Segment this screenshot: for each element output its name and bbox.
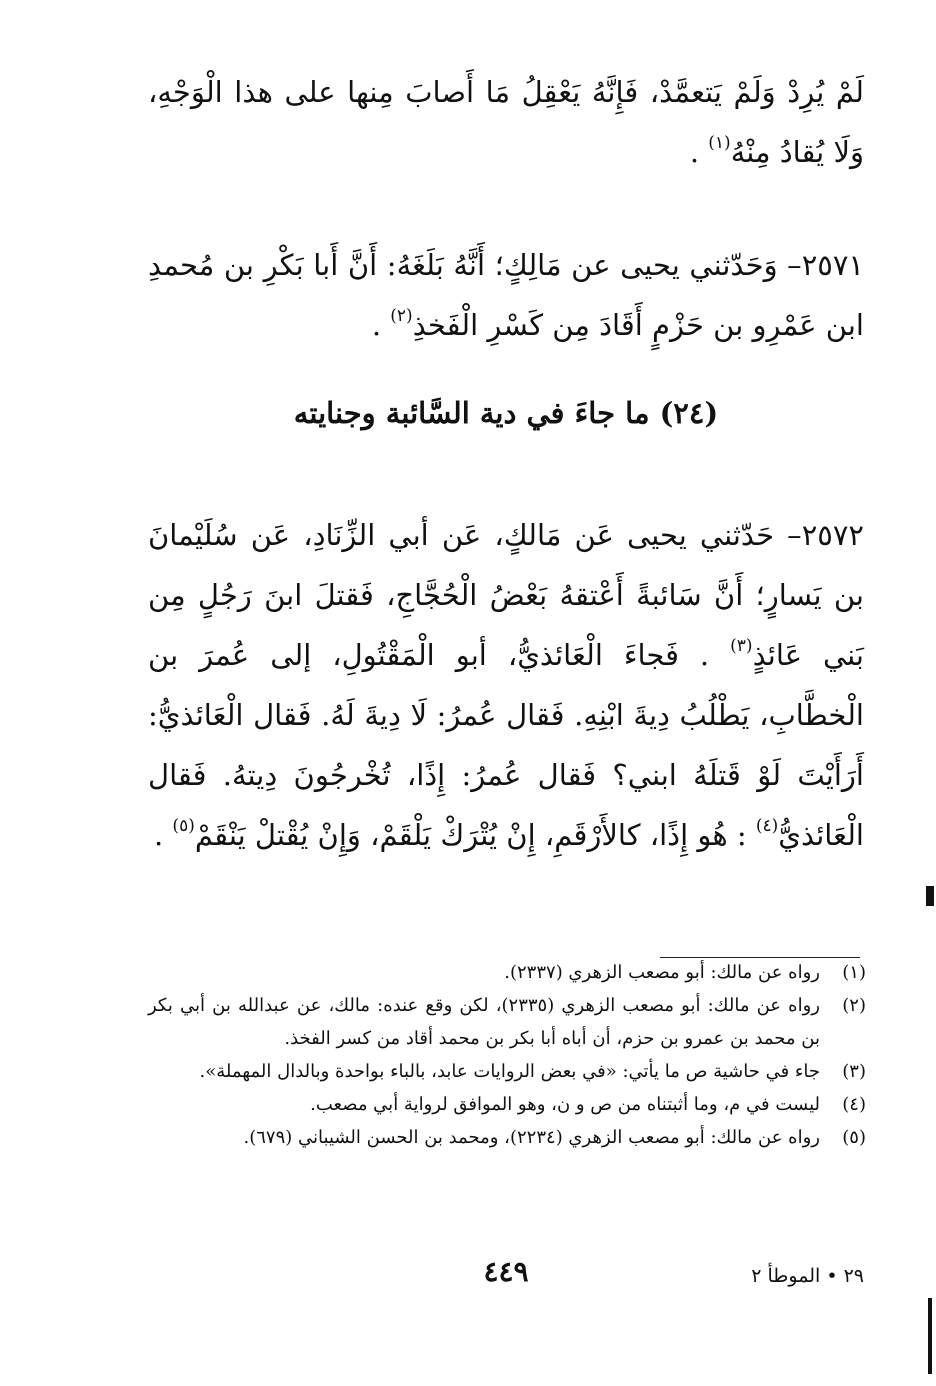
footnote-item [148, 956, 866, 989]
paragraph-text: . فَجاءَ الْعَائذيُّ، أبو الْمَقْتُولِ، إلى عُمرَ بن الْخطَّابِ، يَطْلُبُ دِيةَ ابْنِهِ. فَقال عُمرُ: لَا دِيةَ لَهُ. فَقال الْعَائذيُّ: أَرَأَيْتَ لَوْ قَتلَهُ ابني؟ فَقال عُمرُ: إِذًا، تُخْرجُونَ دِيتهُ. فَقال الْعَائذيُّ [148, 638, 864, 852]
paragraph-text: : هُو إِذًا، كالأَرْقَمِ، إِنْ يُتْرَكْ يَلْقَمْ، وَإِنْ يُقْتلْ يَنْقَمْ [194, 818, 756, 852]
paragraph-continuation [148, 62, 864, 182]
footnote-ref-5[interactable]: (٥) [172, 816, 195, 836]
footnote-ref-1[interactable]: (١) [708, 133, 731, 153]
footnote-ref-4[interactable]: (٤) [755, 816, 779, 836]
paragraph-text: لَمْ يُرِدْ وَلَمْ يَتعمَّدْ، فَإِنَّهُ يَعْقِلُ مَا أَصابَ مِنها على هذا الْوَجْهِ، وَلَا يُقادُ مِنْهُ [148, 75, 864, 169]
scan-edge-mark [926, 886, 934, 906]
paragraph-2571 [148, 235, 864, 355]
paragraph-end: . [371, 308, 391, 342]
footnote-item [148, 1121, 866, 1154]
footnote-number: (٤) [842, 1094, 866, 1115]
paragraph-end: . [153, 818, 173, 852]
footnote-number: (١) [842, 962, 866, 983]
footnotes-list [148, 956, 866, 1154]
signature-mark: ٢٩ • الموطأ ٢ [751, 1265, 864, 1287]
footnote-item [148, 989, 866, 1055]
paragraph-2572 [148, 505, 864, 865]
footnote-number: (٣) [842, 1061, 866, 1082]
footnote-ref-2[interactable]: (٢) [390, 306, 413, 326]
page-number: ٤٤٩ [483, 1255, 529, 1288]
page-footer [148, 1255, 864, 1295]
footnote-number: (٥) [842, 1127, 866, 1148]
footnote-text: ليست في م، وما أثبتناه من ص و ن، وهو الموافق لرواية أبي مصعب. [310, 1094, 820, 1115]
footnote-number: (٢) [842, 995, 866, 1016]
footnote-text: رواه عن مالك: أبو مصعب الزهري (٢٣٣٥)، لكن وقع عنده: مالك، عن عبدالله بن أبي بكر بن محمد بن عمرو بن حزم، أن أباه أبا بكر بن محمد أقاد من كسر الفخذ. [148, 995, 820, 1049]
footnote-item [148, 1055, 866, 1088]
footnote-ref-3[interactable]: (٣) [730, 636, 753, 656]
chapter-heading: (٢٤) ما جاءَ في دية السَّائبة وجنايته [293, 396, 719, 430]
paragraph-end: . [689, 135, 709, 169]
paragraph-text: ٢٥٧١– وَحَدّثني يحيى عن مَالِكٍ؛ أَنَّهُ بَلَغَهُ: أَنَّ أَبا بَكْرِ بن مُحمدِ ابن عَمْرِو بن حَزْمٍ أَقَادَ مِن كَسْرِ الْفَخذِ [148, 248, 864, 342]
footnote-text: رواه عن مالك: أبو مصعب الزهري (٢٣٣٧). [504, 962, 820, 983]
scan-edge-mark [928, 1298, 932, 1374]
footnote-item [148, 1088, 866, 1121]
paragraph-text: ٢٥٧٢– حَدّثني يحيى عَن مَالكٍ، عَن أبي الزِّنَادِ، عَن سُلَيْمانَ بن يَسارٍ؛ أَنَّ سَائبةً أَعْتقهُ بَعْضُ الْحُجَّاجِ، فَقتلَ ابنَ رَجُلٍ مِن بَني عَائذٍ [148, 518, 864, 672]
footnote-text: رواه عن مالك: أبو مصعب الزهري (٢٢٣٤)، ومحمد بن الحسن الشيباني (٦٧٩). [243, 1127, 820, 1148]
footnote-text: جاء في حاشية ص ما يأتي: «في بعض الروايات عابد، بالباء بواحدة وبالدال المهملة». [199, 1061, 820, 1082]
